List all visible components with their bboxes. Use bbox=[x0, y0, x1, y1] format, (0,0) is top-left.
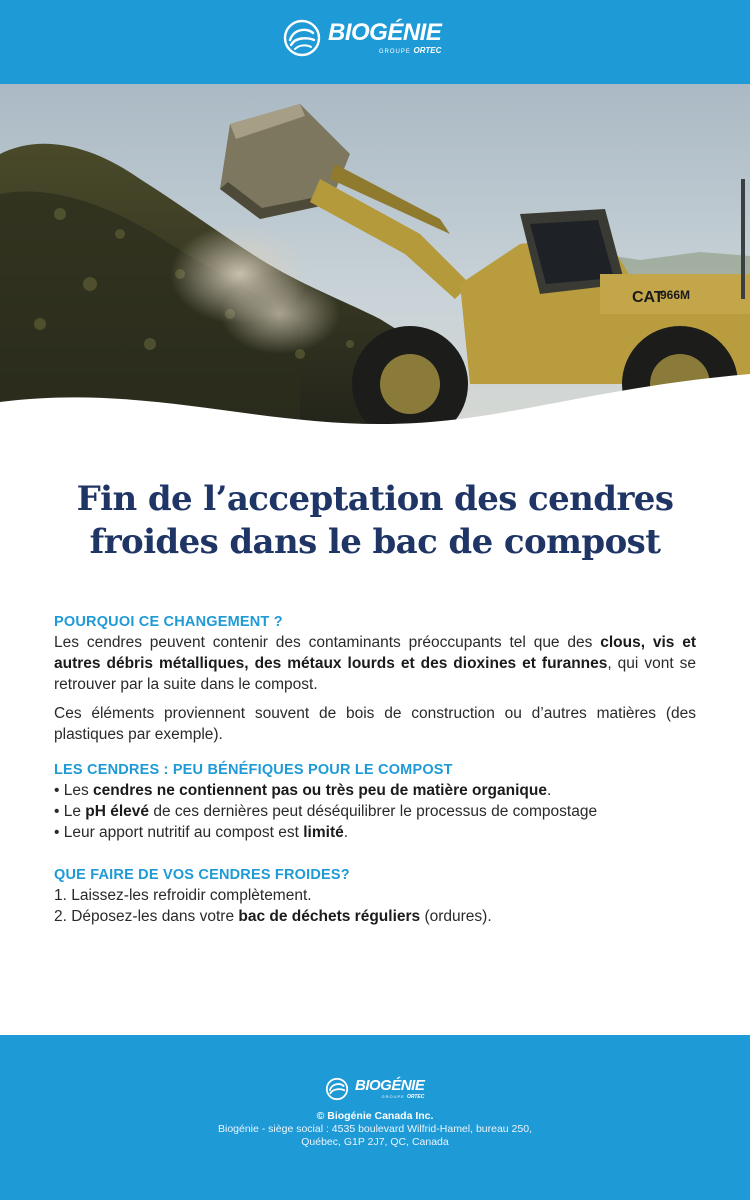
benefit-item-3: • Leur apport nutritif au compost est limité. bbox=[54, 824, 349, 841]
hero-photo bbox=[0, 84, 750, 440]
header-brand-subtitle: GROUPE ORTEC bbox=[378, 46, 442, 55]
section-heading-why: POURQUOI CE CHANGEMENT ? bbox=[54, 614, 283, 630]
header-logo[interactable] bbox=[282, 18, 441, 58]
header-brand-name: BIOGÉNIE bbox=[328, 19, 442, 46]
header-bar bbox=[0, 0, 750, 84]
section-heading-todo: QUE FAIRE DE VOS CENDRES FROIDES? bbox=[54, 867, 350, 883]
footer-info bbox=[0, 1110, 750, 1149]
todo-step-1: 1. Laissez-les refroidir complètement. bbox=[54, 887, 312, 904]
footer-bar bbox=[0, 1035, 750, 1200]
footer-brand-name: BIOGÉNIE bbox=[355, 1077, 425, 1094]
title-line-1: Fin de l’acceptation des cendres bbox=[76, 479, 674, 519]
biogenie-swirl-logo-icon bbox=[282, 18, 322, 58]
why-paragraph-2: Ces éléments proviennent souvent de bois de construction ou d’autres matières (des plastiques par exemple). bbox=[54, 705, 696, 743]
benefit-item-2: • Le pH élevé de ces dernières peut déséquilibrer le processus de compostage bbox=[54, 803, 598, 820]
todo-step-2: 2. Déposez-les dans votre bac de déchets réguliers (ordures). bbox=[54, 908, 492, 925]
footer-logo[interactable] bbox=[325, 1077, 424, 1101]
footer-address-line-1: Biogénie - siège social : 4535 boulevard Wilfrid-Hamel, bureau 250, bbox=[217, 1123, 532, 1135]
why-paragraph-1: Les cendres peuvent contenir des contaminants préoccupants tel que des clous, vis et autres débris métalliques, des métaux lourds et des dioxines et furannes, qui vont se retrouver par la suite dans le compost. bbox=[54, 634, 696, 693]
vehicle-model-label: 966M bbox=[660, 288, 691, 302]
benefit-item-1: • Les cendres ne contiennent pas ou très peu de matière organique. bbox=[54, 782, 552, 799]
footer-copyright: © Biogénie Canada Inc. bbox=[316, 1110, 434, 1122]
main-content bbox=[54, 612, 696, 927]
loader-dumping-compost-photo bbox=[0, 84, 750, 440]
vehicle-brand-label: CAT bbox=[632, 289, 664, 306]
footer-address-line-2: Québec, G1P 2J7, QC, Canada bbox=[301, 1136, 449, 1148]
footer-brand-subtitle: GROUPE ORTEC bbox=[381, 1094, 425, 1100]
page-title bbox=[40, 478, 710, 564]
title-line-2: froides dans le bac de compost bbox=[89, 522, 661, 562]
section-heading-benefits: LES CENDRES : PEU BÉNÉFIQUES POUR LE COMPOST bbox=[54, 762, 453, 778]
footer-biogenie-swirl-logo-icon bbox=[325, 1077, 349, 1101]
